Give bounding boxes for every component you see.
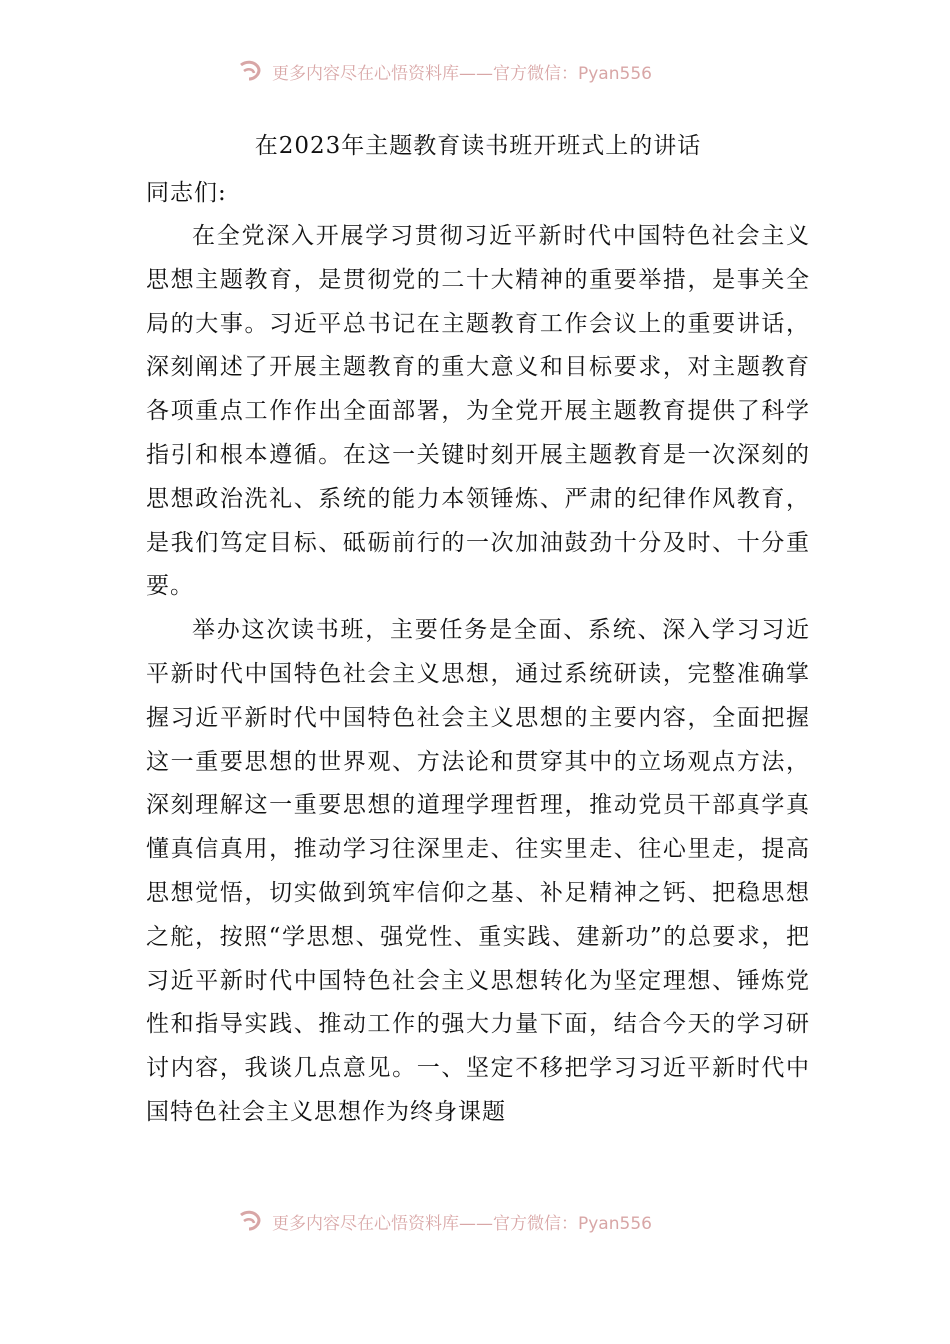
brand-logo-icon — [238, 1209, 264, 1233]
document-body — [146, 120, 810, 1135]
watermark-text: 更多内容尽在心悟资料库——官方微信：Pyan556 — [272, 1213, 652, 1234]
watermark-banner-bottom — [238, 1206, 758, 1236]
brand-logo-icon — [238, 59, 264, 83]
watermark-banner-top — [238, 56, 758, 86]
paragraph-2: 举办这次读书班，主要任务是全面、系统、深入学习习近平新时代中国特色社会主义思想，通过系统研读，完整准确掌握习近平新时代中国特色社会主义思想的主要内容，全面把握这一重要思想的世界观、方法论和贯穿其中的立场观点方法，深刻理解这一重要思想的道理学理哲理，推动党员干部真学真懂真信真用，推动学习往深里走、往实里走、往心里走，提高思想觉悟，切实做到筑牢信仰之基、补足精神之钙、把稳思想之舵，按照“学思想、强党性、重实践、建新功”的总要求，把习近平新时代中国特色社会主义思想转化为坚定理想、锤炼党性和指导实践、推动工作的强大力量下面，结合今天的学习研讨内容，我谈几点意见。一、坚定不移把学习习近平新时代中国特色社会主义思想作为终身课题 — [146, 617, 810, 1125]
greeting: 同志们: — [146, 180, 227, 206]
watermark-text: 更多内容尽在心悟资料库——官方微信：Pyan556 — [272, 63, 652, 84]
document-title: 在2023年主题教育读书班开班式上的讲话 — [254, 133, 702, 159]
paragraph-1: 在全党深入开展学习贯彻习近平新时代中国特色社会主义思想主题教育，是贯彻党的二十大精神的重要举措，是事关全局的大事。习近平总书记在主题教育工作会议上的重要讲话，深刻阐述了开展主题教育的重大意义和目标要求，对主题教育各项重点工作作出全面部署，为全党开展主题教育提供了科学指引和根本遵循。在这一关键时刻开展主题教育是一次深刻的思想政治洗礼、系统的能力本领锤炼、严肃的纪律作风教育，是我们笃定目标、砥砺前行的一次加油鼓劲十分及时、十分重要。 — [146, 223, 810, 600]
